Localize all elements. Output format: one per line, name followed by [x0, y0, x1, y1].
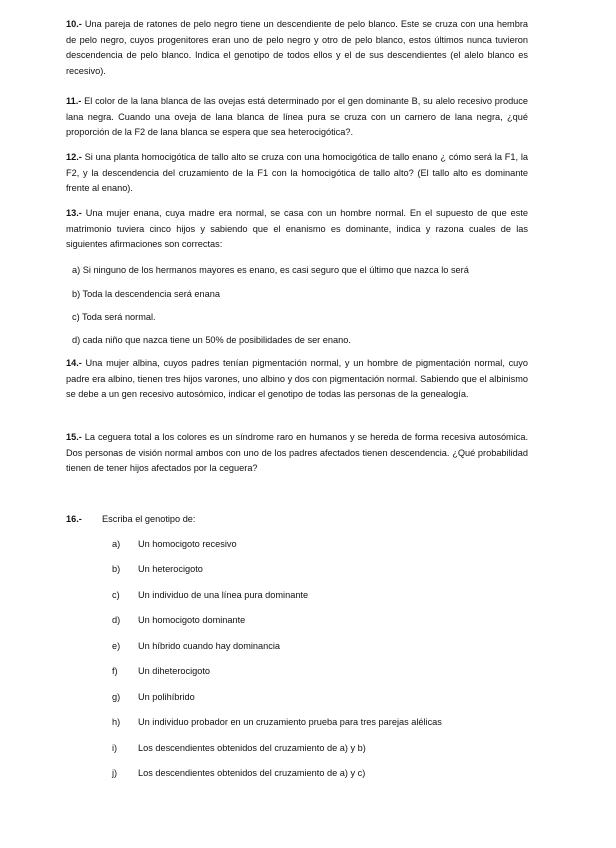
q16-item-text: Los descendientes obtenidos del cruzamiento de a) y c): [138, 768, 366, 778]
q13-option-d: d) cada niño que nazca tiene un 50% de posibilidades de ser enano.: [72, 335, 351, 345]
q16-item-text: Un individuo probador en un cruzamiento prueba para tres parejas alélicas: [138, 717, 442, 727]
question-text: Una mujer albina, cuyos padres tenían pigmentación normal, y un hombre de pigmentación normal, cuyo padre era albino, tienen tres hijos varones, uno albino y dos con pigmentación normal. Sabiendo que el albinismo se debe a un gen recesivo autosómico, indicar el genotipo de todas las personas de la genealogía.: [66, 358, 528, 400]
q16-item-letter: a): [112, 539, 121, 549]
question-number: 10.-: [66, 19, 82, 29]
q16-item-letter: d): [112, 615, 121, 625]
q13-option-a: a) Si ninguno de los hermanos mayores es enano, es casi seguro que el último que nazca lo será: [72, 265, 469, 275]
q16-item-letter: c): [112, 590, 120, 600]
question-text: Una mujer enana, cuya madre era normal, se casa con un hombre normal. En el supuesto de que este matrimonio tuviera cinco hijos y sabiendo que el enanismo es dominante, indica y razona cuales de las siguientes afirmaciones son correctas:: [66, 208, 528, 250]
q16-item-text: Un híbrido cuando hay dominancia: [138, 641, 280, 651]
question-number: 11.-: [66, 96, 82, 106]
q13-option-c: c) Toda será normal.: [72, 312, 156, 322]
q16-item-letter: h): [112, 717, 121, 727]
question-12: [66, 150, 528, 197]
q16-item-letter: f): [112, 666, 118, 676]
question-13: [66, 206, 528, 253]
q16-item-text: Un homocigoto dominante: [138, 615, 246, 625]
q16-item-text: Un heterocigoto: [138, 564, 203, 574]
q16-item-text: Un homocigoto recesivo: [138, 539, 237, 549]
question-number: 14.-: [66, 358, 82, 368]
q16-item-letter: j): [112, 768, 118, 778]
question-11: [66, 94, 528, 141]
q16-item-text: Los descendientes obtenidos del cruzamiento de a) y b): [138, 743, 366, 753]
q16-item-text: Un individuo de una línea pura dominante: [138, 590, 309, 600]
question-number: 13.-: [66, 208, 82, 218]
q13-option-b: b) Toda la descendencia será enana: [72, 289, 220, 299]
question-text: Si una planta homocigótica de tallo alto se cruza con una homocigótica de tallo enano ¿ cómo será la F1, la F2, y la descendencia del cruzamiento de la F1 con la homocigótica de tallo alto? (El tallo alto es dominante frente al enano).: [66, 152, 528, 194]
question-text: La ceguera total a los colores es un síndrome raro en humanos y se hereda de forma recesiva autosómica. Dos personas de visión normal ambos con uno de los padres afectados tienen descendencia. ¿Qué probabilidad tienen de tener hijos afectados por la ceguera?: [66, 432, 528, 474]
question-16-number: 16.-: [66, 514, 82, 524]
q16-item-text: Un diheterocigoto: [138, 666, 211, 676]
question-15: [66, 430, 528, 477]
q16-item-letter: i): [112, 743, 118, 753]
q16-item-text: Un polihíbrido: [138, 692, 195, 702]
q16-item-letter: e): [112, 641, 121, 651]
question-16-title: Escriba el genotipo de:: [102, 514, 196, 524]
question-text: El color de la lana blanca de las ovejas está determinado por el gen dominante B, su alelo recesivo produce lana negra. Cuando una oveja de lana blanca de línea pura se cruza con un carnero de lana negra, ¿qué proporción de la F2 de lana blanca se espera que sea heterocigótica?.: [66, 96, 528, 138]
question-10: [66, 17, 528, 79]
q16-item-letter: g): [112, 692, 121, 702]
question-number: 15.-: [66, 432, 82, 442]
question-14: [66, 356, 528, 403]
question-text: Una pareja de ratones de pelo negro tiene un descendiente de pelo blanco. Este se cruza con una hembra de pelo negro, cuyos progenitores eran uno de pelo negro y otro de pelo blanco, estos últimos nunca tuvieron descendencia de pelo blanco. Indica el genotipo de todos ellos y el de sus descendientes (el alelo blanco es recesivo).: [66, 19, 528, 76]
q16-item-letter: b): [112, 564, 121, 574]
question-number: 12.-: [66, 152, 82, 162]
